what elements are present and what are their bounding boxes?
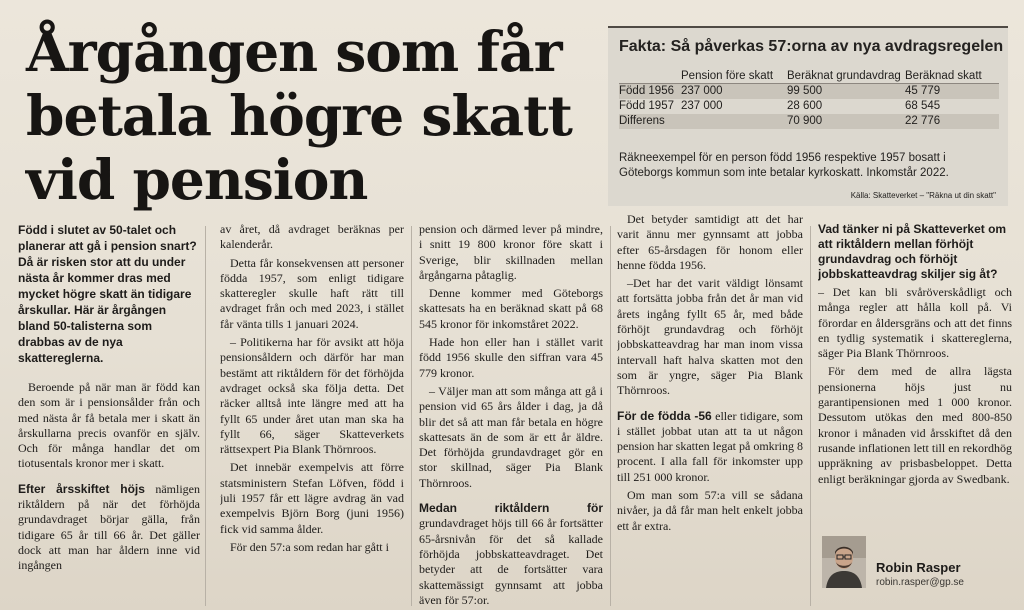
- fact-box-note: Räkneexempel för en person född 1956 respektive 1957 bosatt i Göteborgs kommun som inte betalar kyrkoskatt. Inkomstår 2022.: [619, 152, 949, 179]
- table-cell: 45 779: [905, 84, 999, 100]
- body-paragraph: Om man som 57:a vill se sådana nivåer, ja då får man helt enkelt jobba ett år extra.: [617, 488, 803, 533]
- body-paragraph: [617, 409, 803, 485]
- fact-table: [619, 70, 999, 129]
- article-column-1: [18, 222, 200, 610]
- article-column-2: [220, 222, 404, 610]
- fact-header-cell: Beräknat grundavdrag: [787, 70, 905, 84]
- author-email[interactable]: robin.rasper@gp.se: [876, 577, 964, 588]
- fact-header-cell: [619, 70, 681, 84]
- column-divider: [810, 226, 811, 606]
- fact-header-cell: Pension före skatt: [681, 70, 787, 84]
- body-paragraph: Denne kommer med Göteborgs skattesats ha en beräknad skatt på 68 545 kronor för inkomståret 2022.: [419, 286, 603, 331]
- body-paragraph: av året, då avdraget beräknas per kalenderår.: [220, 222, 404, 252]
- portrait-image: [822, 536, 866, 588]
- column-divider: [411, 226, 412, 606]
- body-paragraph: –Det har det varit väldigt lönsamt att fortsätta jobba från det år man vid årets ingång fyllt 65 år, med både förhöjt grundavdrag och förhöjt jobbskatteavdrag har man inom vissa intervall haft halva skatten mot den som är yngre, säger Pia Blank Thörnroos.: [617, 276, 803, 398]
- table-cell: 237 000: [681, 100, 723, 112]
- body-paragraph: Det innebär exempelvis att förre statsministern Stefan Löfven, född i juli 1957 får ett lägre avdrag än vad exempelvis Björn Borg (juni 1956) fick vid samma ålder.: [220, 460, 404, 536]
- table-row: [619, 114, 999, 129]
- table-cell: Differens: [619, 114, 681, 129]
- table-cell: 22 776: [905, 114, 999, 129]
- column-divider: [205, 226, 206, 606]
- body-paragraph: [18, 482, 200, 574]
- table-cell: 99 500: [787, 84, 905, 100]
- table-cell: 70 900: [787, 114, 905, 129]
- body-paragraph: [419, 501, 603, 608]
- fact-header-cell: Beräknad skatt: [905, 70, 999, 84]
- body-paragraph: Beroende på när man är född kan den som är i pensionsålder från och med nästa år få betala mer i skatt än årskullarna precis ovanför en själv. Och för många handlar det om tiotusentals kronor mer i skatt.: [18, 380, 200, 471]
- column-divider: [610, 226, 611, 606]
- body-text: eller tidigare, som i stället jobbat utan att ta ut någon pension har skatten legat på omkring 8 procent. I alla fall för inkomster upp till 251 000 kronor.: [617, 408, 803, 484]
- avatar: [822, 536, 866, 588]
- table-cell: 237 000: [681, 84, 787, 100]
- fact-box-source: Källa: Skatteverket – "Räkna ut din skatt": [850, 191, 996, 200]
- body-paragraph: pension och därmed lever på mindre, i snitt 19 800 kronor före skatt i Sverige, blir skillnaden mellan årgångarna påtaglig.: [419, 222, 603, 282]
- table-row: [619, 84, 999, 100]
- subhead-lead: För de födda -56: [617, 408, 712, 423]
- body-paragraph: – Det kan bli svåröverskådligt och många regler att hålla koll på. Vi förordar en åldersgräns och att det finns en tydlig systematik i skattereglerna, säger Pia Blank Thörnroos.: [818, 285, 1012, 361]
- byline: [822, 536, 1012, 592]
- article-ingress: Född i slutet av 50-talet och planerar att gå i pension snart? Då är risken stor att du under nästa år kommer dras med mycket högre skatt än tidigare årskullar. Här är årgången bland 50-talisterna som drabbas av de nya skattereglerna.: [18, 223, 197, 365]
- page-title: Årgången som får betala högre skatt vid pension: [26, 19, 572, 212]
- subhead-lead: Medan riktåldern för: [419, 501, 603, 516]
- body-text: grundavdraget höjs till 66 år fortsätter 65-årsnivån för det så kallade förhöjda jobbskatteavdraget. Det betyder att de fortsätter vara skattemässigt gynnsamt att jobba även för 57:or.: [419, 516, 603, 607]
- article-column-4: [617, 212, 803, 600]
- body-paragraph: För dem med de allra lägsta pensionerna höjs just nu garantipensionen med 1 000 kronor. Dessutom utökas den med 800-850 kronor i månaden vid årsskiftet då den rusande inflationen lett till en rekordhög uppräkning av prisbasbeloppet. Detta enligt beräkningar gjorda av Swedbank.: [818, 364, 1012, 486]
- question-heading: Vad tänker ni på Skatteverket om att riktåldern mellan förhöjt grundavdrag och förhöjt jobbskatteavdrag skiljer sig åt?: [818, 222, 1007, 281]
- table-cell: [681, 114, 787, 129]
- body-paragraph: – Väljer man att som många att gå i pension vid 65 års ålder i dag, ja då blir det så att man får betala en högre skattesats än de som är ett år äldre. Det förhöjda grundavdraget gör en stor skillnad, säger Pia Blank Thörnroos.: [419, 383, 603, 490]
- table-cell: Född 1957: [619, 100, 674, 112]
- fact-table-header: [619, 70, 999, 84]
- body-paragraph: Det betyder samtidigt att det har varit ännu mer gynnsamt att jobba efter 65-årsdagen för honom eller henne födda 1956.: [617, 212, 803, 272]
- table-row: [619, 99, 999, 114]
- body-text: nämligen riktåldern på när det förhöjda grundavdraget börjar gälla, från tidigare 65 år till 66 år. Det gäller dock att man har åldern inne vid ingången: [18, 481, 200, 573]
- subhead-lead: Efter årsskiftet höjs: [18, 481, 145, 496]
- body-paragraph: – Politikerna har för avsikt att höja pensionsåldern och därför har man bestämt att riktåldern för det förhöjda avdraget också ska följa detta. Det räcker alltså inte längre med att ha fyllt 65 under året utan man ska ha fyllt 66, säger Skatteverkets rättsexpert Pia Blank Thörnroos.: [220, 335, 404, 457]
- body-paragraph: Hade hon eller han i stället varit född 1956 skulle den siffran vara 45 779 kronor.: [419, 335, 603, 380]
- table-cell: 68 545: [905, 100, 941, 112]
- author-name: Robin Rasper: [876, 560, 961, 575]
- body-paragraph: För den 57:a som redan har gått i: [230, 539, 389, 554]
- fact-box: [608, 26, 1008, 206]
- table-cell: 28 600: [787, 100, 823, 112]
- article-column-5: [818, 222, 1012, 532]
- article-column-3: [419, 222, 603, 610]
- fact-box-title: Fakta: Så påverkas 57:orna av nya avdragsregelen: [619, 38, 1004, 55]
- table-cell: Född 1956: [619, 84, 681, 100]
- body-paragraph: Detta får konsekvensen att personer födda 1957, som enligt tidigare skatteregler skulle haft rätt till avdraget från och med 2023, i stället får vänta tills 1 januari 2024.: [220, 255, 404, 331]
